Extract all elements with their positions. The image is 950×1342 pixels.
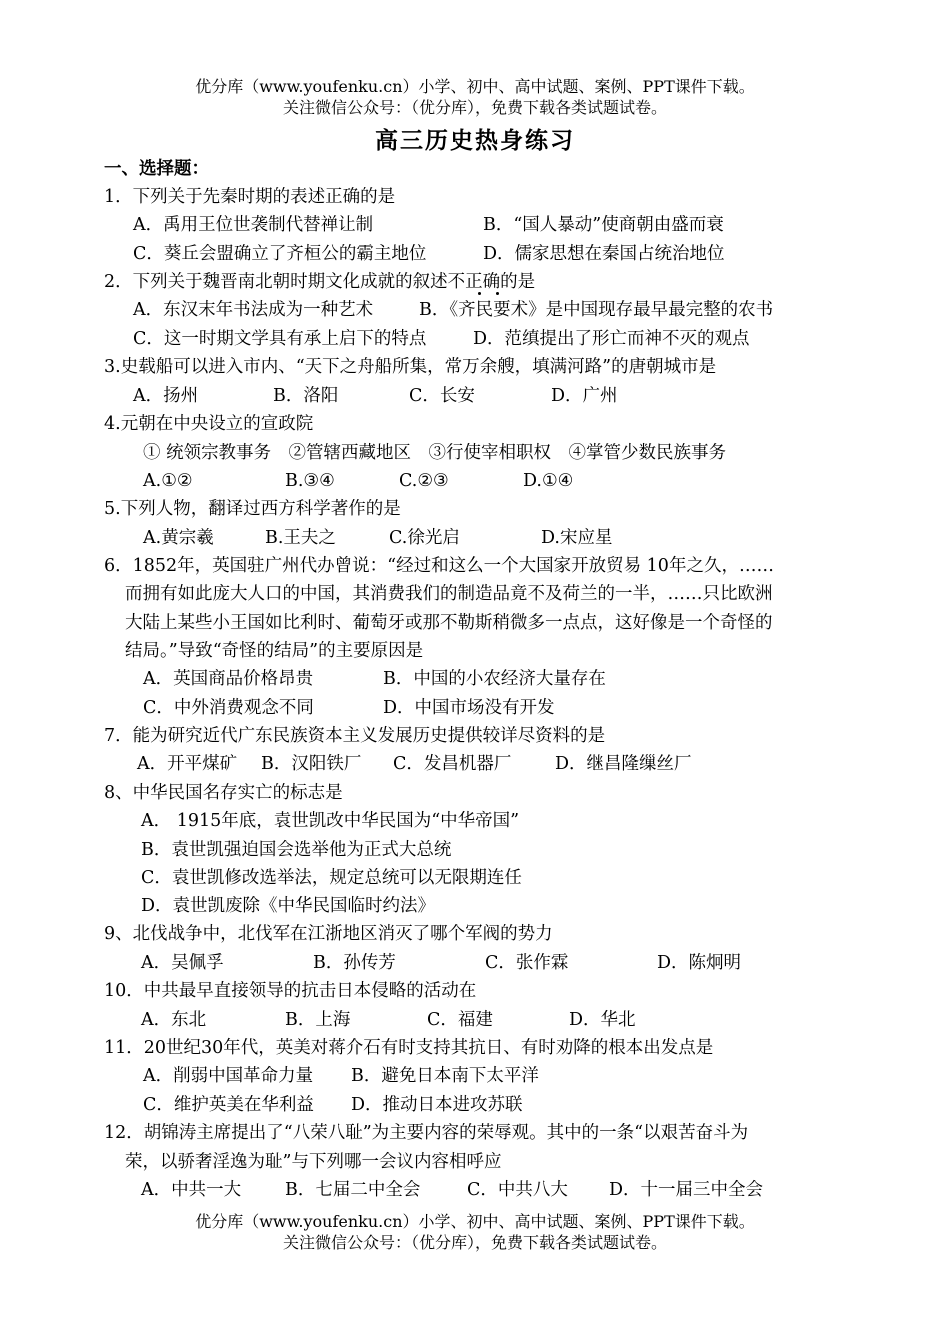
question-4-stem: 4.元朝在中央设立的宣政院 [104, 414, 314, 434]
question-10-option-c: C．福建 [427, 1010, 493, 1030]
question-1-option-d: D．儒家思想在秦国占统治地位 [483, 244, 725, 264]
question-5-option-a: A.黄宗羲 [143, 528, 214, 548]
question-2-stem: 2．下列关于魏晋南北朝时期文化成就的叙述不正确的是 [104, 272, 536, 292]
question-6-option-c: C．中外消费观念不同 [143, 698, 314, 718]
question-4-option-c: C.②③ [399, 471, 449, 491]
question-12-option-d: D．十一届三中全会 [609, 1180, 764, 1200]
question-4-option-b: B.③④ [285, 471, 335, 491]
question-9-option-c: C．张作霖 [485, 953, 569, 973]
question-3-option-d: D．广州 [551, 386, 618, 406]
question-6-option-b: B．中国的小农经济大量存在 [383, 669, 606, 689]
question-2-option-b: B．《齐民要术》是中国现存最早最完整的农书 [419, 300, 774, 320]
question-6-stem-line-2: 而拥有如此庞大人口的中国，其消费我们的制造品竟不及荷兰的一半，……只比欧洲 [125, 584, 773, 604]
question-10-option-d: D．华北 [569, 1010, 636, 1030]
question-3-stem: 3.史载船可以进入市内、“天下之舟船所集，常万余艘，填满河路”的唐朝城市是 [104, 357, 717, 377]
question-11-option-b: B．避免日本南下太平洋 [351, 1066, 539, 1086]
question-7-option-d: D．继昌隆缫丝厂 [555, 754, 692, 774]
question-6-option-d: D．中国市场没有开发 [383, 698, 555, 718]
question-10-stem: 10．中共最早直接领导的抗击日本侵略的活动在 [104, 981, 477, 1001]
question-7-option-c: C．发昌机器厂 [393, 754, 512, 774]
question-11-stem: 11．20世纪30年代，英美对蒋介石有时支持其抗日、有时劝降的根本出发点是 [104, 1038, 714, 1058]
section-heading: 一、选择题： [104, 159, 209, 179]
question-6-option-a: A．英国商品价格昂贵 [143, 669, 314, 689]
question-12-option-b: B．七届二中全会 [285, 1180, 421, 1200]
question-9-stem: 9、北伐战争中，北伐军在江浙地区消灭了哪个军阀的势力 [104, 924, 553, 944]
header-line-2: 关注微信公众号：（优分库），免费下载各类试题试卷。 [282, 98, 667, 117]
question-1-option-b: B．“国人暴动”使商朝由盛而衰 [483, 215, 724, 235]
question-3-option-c: C．长安 [409, 386, 475, 406]
question-8-option-a: A． 1915年底，袁世凯改中华民国为“中华帝国” [141, 811, 520, 831]
question-2-option-c: C．这一时期文学具有承上启下的特点 [133, 329, 427, 349]
question-4-option-a: A.①② [143, 471, 193, 491]
question-5-option-c: C.徐光启 [389, 528, 460, 548]
header-line-1: 优分库（www.youfenku.cn）小学、初中、高中试题、案例、PPT课件下载。 [195, 77, 755, 96]
question-7-stem: 7．能为研究近代广东民族资本主义发展历史提供较详尽资料的是 [104, 726, 606, 746]
footer-line-2: 关注微信公众号：（优分库），免费下载各类试题试卷。 [282, 1233, 667, 1252]
question-12-option-c: C．中共八大 [467, 1180, 568, 1200]
question-1-option-a: A．禹用王位世袭制代替禅让制 [133, 215, 374, 235]
question-10-option-b: B．上海 [285, 1010, 351, 1030]
question-7-option-a: A．开平煤矿 [137, 754, 238, 774]
question-3-option-b: B．洛阳 [273, 386, 339, 406]
question-1-option-c: C．葵丘会盟确立了齐桓公的霸主地位 [133, 244, 427, 264]
question-4-items: ① 统领宗教事务 ②管辖西藏地区 ③行使宰相职权 ④掌管少数民族事务 [143, 443, 727, 463]
question-9-option-d: D．陈炯明 [657, 953, 742, 973]
question-4-option-d: D.①④ [523, 471, 574, 491]
emphasis-dot [478, 292, 481, 295]
question-2-option-a: A．东汉末年书法成为一种艺术 [133, 300, 374, 320]
question-8-stem: 8、中华民国名存实亡的标志是 [104, 783, 343, 803]
question-10-option-a: A．东北 [141, 1010, 207, 1030]
emphasis-dot [496, 292, 499, 295]
question-9-option-a: A．吴佩孚 [141, 953, 224, 973]
question-12-option-a: A．中共一大 [141, 1180, 242, 1200]
question-12-stem-line-2: 荣，以骄奢淫逸为耻”与下列哪一会议内容相呼应 [125, 1152, 502, 1172]
question-11-option-c: C．维护英美在华利益 [143, 1095, 314, 1115]
question-3-option-a: A．扬州 [133, 386, 199, 406]
question-12-stem-line-1: 12．胡锦涛主席提出了“八荣八耻”为主要内容的荣辱观。其中的一条“以艰苦奋斗为 [104, 1123, 749, 1143]
question-2-option-d: D．范缜提出了形亡而神不灭的观点 [473, 329, 750, 349]
page-title: 高三历史热身练习 [375, 127, 575, 154]
question-7-option-b: B．汉阳铁厂 [261, 754, 362, 774]
question-6-stem-line-1: 6．1852年，英国驻广州代办曾说：“经过和这么一个大国家开放贸易 10年之久，…… [104, 556, 774, 576]
question-6-stem-line-4: 结局。”导致“奇怪的结局”的主要原因是 [125, 641, 424, 661]
question-5-stem: 5.下列人物，翻译过西方科学著作的是 [104, 499, 401, 519]
question-5-option-d: D.宋应星 [541, 528, 613, 548]
question-9-option-b: B．孙传芳 [313, 953, 396, 973]
question-8-option-d: D．袁世凯废除《中华民国临时约法》 [141, 896, 436, 916]
question-8-option-b: B．袁世凯强迫国会选举他为正式大总统 [141, 840, 452, 860]
question-11-option-a: A．削弱中国革命力量 [143, 1066, 314, 1086]
question-1-stem: 1．下列关于先秦时期的表述正确的是 [104, 187, 396, 207]
question-5-option-b: B.王夫之 [265, 528, 336, 548]
question-6-stem-line-3: 大陆上某些小王国如比利时、葡萄牙或那不勒斯稍微多一点点，这好像是一个奇怪的 [125, 613, 773, 633]
question-11-option-d: D．推动日本进攻苏联 [351, 1095, 523, 1115]
question-8-option-c: C．袁世凯修改选举法，规定总统可以无限期连任 [141, 868, 522, 888]
footer-line-1: 优分库（www.youfenku.cn）小学、初中、高中试题、案例、PPT课件下载。 [195, 1212, 755, 1231]
